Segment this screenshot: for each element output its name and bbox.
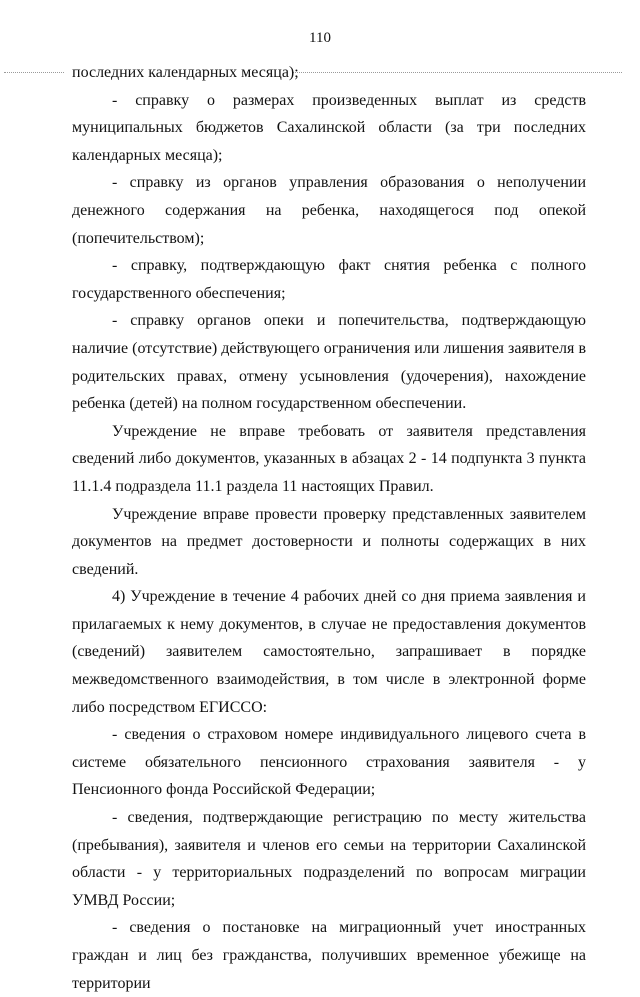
list-item-guardianship-certificate: - справку из органов управления образования о неполучении денежного содержания на ребенка, находящегося под опекой (попечительством); bbox=[72, 174, 586, 247]
page-number: 110 bbox=[309, 30, 331, 46]
list-item-migration-registration: - сведения о постановке на миграционный учет иностранных граждан и лиц без гражданства, получивших временное убежище на территории bbox=[72, 919, 586, 992]
paragraph-no-right-to-require: Учреждение не вправе требовать от заявителя представления сведений либо документов, указанных в абзацах 2 - 14 подпункта 3 пункта 11.1.4 подраздела 11.1 раздела 11 настоящих Правил. bbox=[72, 422, 586, 495]
paragraph-interagency-request: 4) Учреждение в течение 4 рабочих дней со дня приема заявления и прилагаемых к нему документов, в случае не предоставления документов (сведений) заявителем самостоятельно, запрашивает в порядке межведомственного взаимодействия, в том числе в электронной форме либо посредством ЕГИССО: bbox=[72, 588, 586, 716]
paragraph-continuation: последних календарных месяца); bbox=[72, 64, 299, 81]
list-item-residence-registration: - сведения, подтверждающие регистрацию по месту жительства (пребывания), заявителя и членов его семьи на территории Сахалинской области - у территориальных подразделений по вопросам миграции УМВД России; bbox=[72, 809, 586, 909]
list-item-payments-certificate: - справку о размерах произведенных выплат из средств муниципальных бюджетов Сахалинской области (за три последних календарных месяца); bbox=[72, 91, 586, 164]
list-item-custody-certificate: - справку органов опеки и попечительства, подтверждающую наличие (отсутствие) действующего ограничения или лишения заявителя в родительских правах, отмену усыновления (удочерения), нахождение ребенка (детей) на полном государственном обеспечении. bbox=[72, 312, 586, 413]
document-body bbox=[72, 59, 586, 997]
list-item-state-support-removal: - справку, подтверждающую факт снятия ребенка с полного государственного обеспечения; bbox=[72, 257, 586, 302]
list-item-pension-insurance: - сведения о страховом номере индивидуального лицевого счета в системе обязательного пенсионного страхования заявителя - у Пенсионного фонда Российской Федерации; bbox=[72, 726, 586, 799]
paragraph-verification-right: Учреждение вправе провести проверку представленных заявителем документов на предмет достоверности и полноты содержащих в них сведений. bbox=[72, 505, 586, 578]
scan-artifact-left bbox=[4, 72, 64, 74]
